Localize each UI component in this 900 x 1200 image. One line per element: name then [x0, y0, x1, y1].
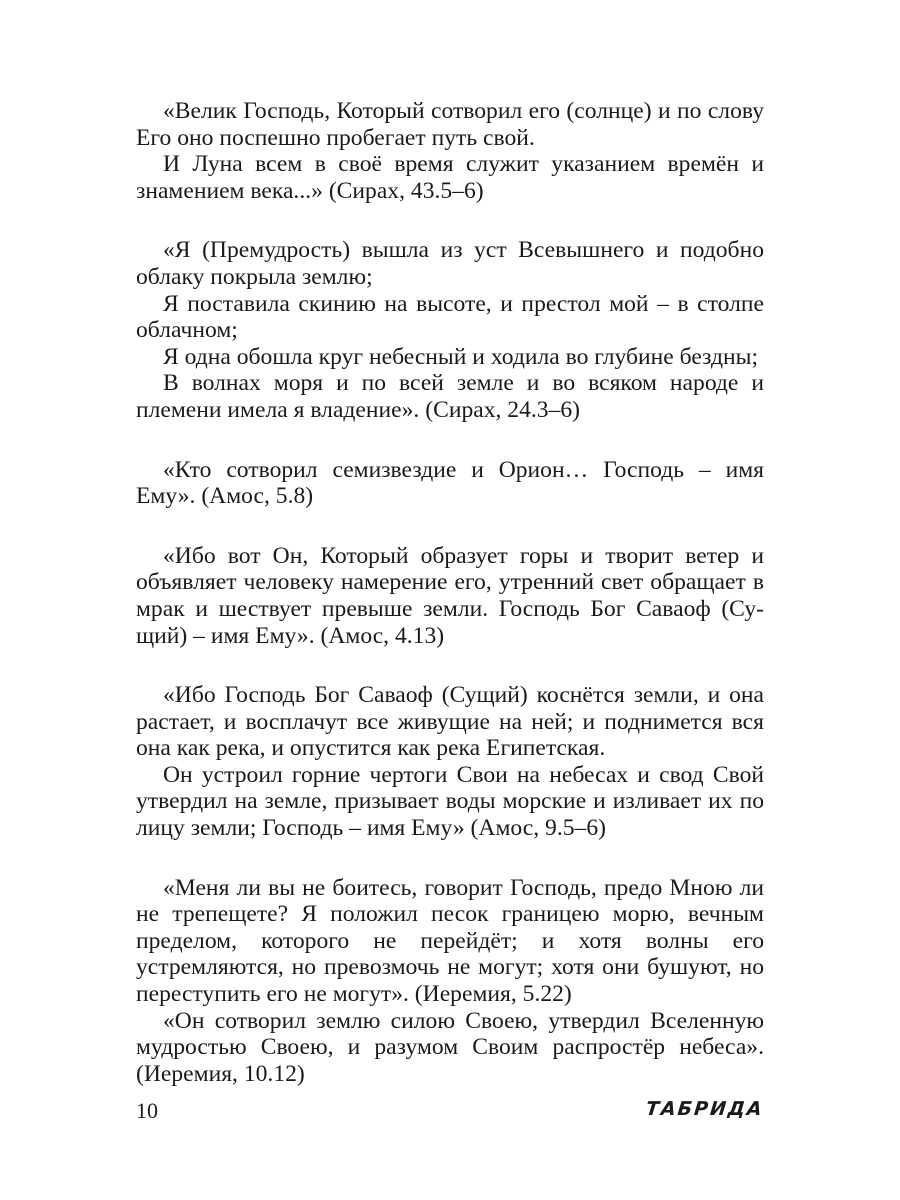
quote-stanza: [136, 98, 764, 204]
quote-paragraph: «Ибо вот Он, Который образует горы и творит ветер и объявляет человеку намерение его, утренний свет обращает в мрак и шествует превыше земли. Господь Бог Саваоф (Сущий) – имя Ему». (Амос, 4.13): [136, 542, 764, 649]
quote-paragraph: Он устроил горние чертоги Свои на небесах и свод Свой утвердил на земле, призывает воды морские и изливает их по лицу земли; Господь – имя Ему» (Амос, 9.5–6): [136, 761, 764, 842]
quote-paragraph: «Меня ли вы не боитесь, говорит Господь, предо Мною ли не трепещете? Я положил песок границею морю, вечным пределом, которого не перейдёт; и хотя волны его устремляются, но превозмочь не могут; хотя они бушуют, но переступить его не могут». (Иеремия, 5.22): [136, 874, 764, 1008]
quote-paragraph: «Он сотворил землю силою Своею, утвердил Вселенную мудростью Своею, и разумом Своим распростёр небеса». (Иеремия, 10.12): [136, 1007, 764, 1087]
quote-stanza: [136, 237, 764, 423]
quote-paragraph: «Кто сотворил семизвездие и Орион… Господь – имя Ему». (Амос, 5.8): [136, 456, 764, 510]
quote-stanza: [136, 543, 764, 649]
quote-paragraph: Я одна обошла круг небесный и ходила во глубине бездны;: [163, 343, 759, 370]
quote-paragraph: И Луна всем в своё время служит указанием времён и знамением века...» (Сирах, 43.5–6): [136, 151, 764, 204]
quote-paragraph: «Я (Премудрость) вышла из уст Всевышнего и подобно облаку покрыла землю;: [136, 237, 764, 290]
publisher-logo: ТАБРИДА: [645, 1098, 766, 1120]
page-number: 10: [136, 1098, 158, 1123]
quote-paragraph: В волнах моря и по всей земле и во всяком народе и племени имела я владение». (Сирах, 24.3–6): [136, 370, 764, 423]
quotation-block: [136, 98, 764, 1087]
quote-paragraph: «Ибо Господь Бог Саваоф (Сущий) коснётся земли, и она растает, и восплачут все живущие на ней; и поднимется вся она как река, и опустится как река Египетская.: [136, 682, 764, 762]
quote-paragraph: Я поставила скинию на высоте, и престол мой – в столпе облачном;: [136, 290, 764, 344]
quote-stanza: [136, 682, 764, 842]
quote-stanza: [136, 457, 764, 510]
quote-stanza: [136, 875, 764, 1088]
quote-paragraph: «Велик Господь, Который сотворил его (солнце) и по слову Его оно поспешно пробегает путь свой.: [136, 98, 764, 151]
